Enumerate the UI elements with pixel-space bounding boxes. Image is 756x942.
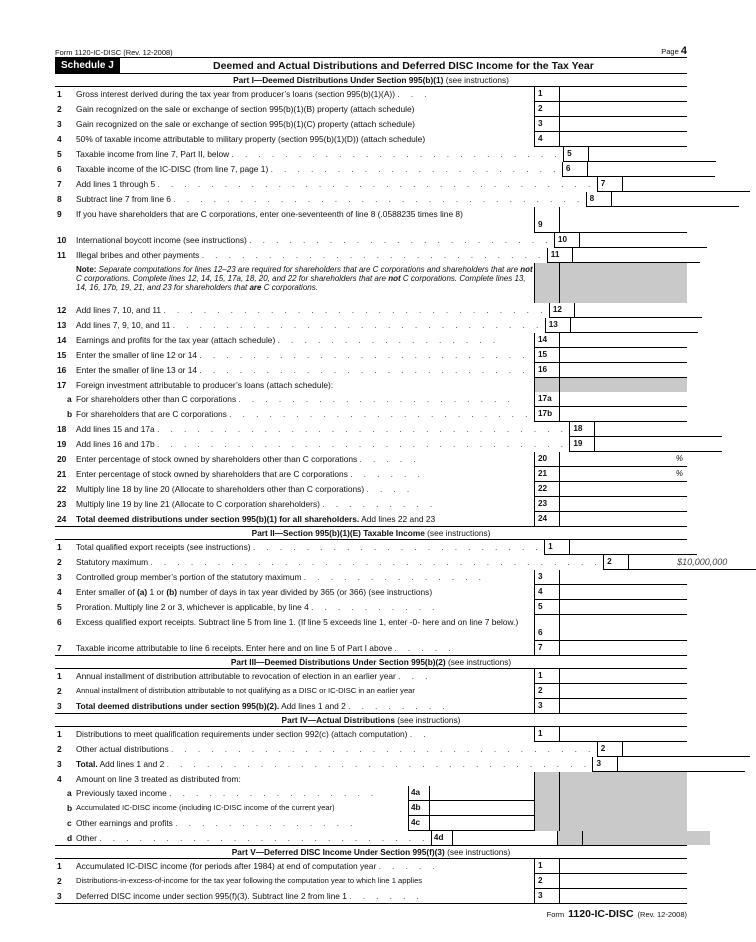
amount-field[interactable]: [572, 248, 700, 263]
amount-field[interactable]: [559, 859, 687, 874]
amount-field[interactable]: [570, 318, 698, 333]
subamount-field[interactable]: [430, 801, 534, 816]
line-row: 6 Excess qualified export receipts. Subtract line 5 from line 1. (If line 5 exceeds line 1, enter -0- here and on line 7 below.) 6: [55, 615, 687, 641]
amount-field[interactable]: [559, 87, 687, 102]
line-row: b For shareholders that are C corporations . . . . . . . . . . . . . . . . . . . . . . . 17b: [55, 407, 687, 422]
amount-field[interactable]: [559, 727, 687, 742]
schedule-label: Schedule J: [55, 58, 120, 73]
line-row: 3 Deferred DISC income under section 995(f)(3). Subtract line 2 from line 1 . . . . . . 3: [55, 889, 687, 903]
amount-field[interactable]: [559, 333, 687, 348]
line-row: 2 Annual installment of distribution attributable to not qualifying as a DISC or IC-DISC in an earlier year 2: [55, 684, 687, 699]
footer-form-name: 1120-IC-DISC: [568, 908, 634, 920]
line-row: 8 Subtract line 7 from line 6 . . . . . . . . . . . . . . . . . . . . . . . . . . . . . . . 8: [55, 192, 687, 207]
part1-title: Part I—Deemed Distributions Under Section 995(b)(1) (see instructions): [55, 74, 687, 87]
line-row: 5 Proration. Multiply line 2 or 3, whichever is applicable, by line 4 . . . . . . . . . . 5: [55, 600, 687, 615]
line-row: 4 50% of taxable income attributable to military property (section 995(b)(1)(D)) (attach schedule) 4: [55, 132, 687, 147]
line-row: 6 Taxable income of the IC-DISC (from line 7, page 1) . . . . . . . . . . . . . . . . . . . . . . 6: [55, 162, 687, 177]
line-row: 12 Add lines 7, 10, and 11 . . . . . . . . . . . . . . . . . . . . . . . . . . . . . 12: [55, 303, 687, 318]
subamount-field[interactable]: [430, 786, 534, 801]
line-row: 3 Total deemed distributions under section 995(b)(2). Add lines 1 and 2 . . . . . . . . 3: [55, 699, 687, 713]
line-row: 7 Taxable income attributable to line 6 receipts. Enter here and on line 5 of Part I above . . . . . 7: [55, 641, 687, 655]
line-row: 23 Multiply line 19 by line 21 (Allocate to C corporation shareholders) . . . . . . . . . 23: [55, 497, 687, 512]
line-row: 20 Enter percentage of stock owned by shareholders other than C corporations . . . . . 20 %: [55, 452, 687, 467]
amount-field[interactable]: [594, 422, 722, 437]
part3-title: Part III—Deemed Distributions Under Section 995(b)(2) (see instructions): [55, 656, 687, 669]
amount-field[interactable]: [588, 147, 716, 162]
amount-field[interactable]: [559, 512, 687, 526]
page-footer: Form 1120-IC-DISC (Rev. 12-2008): [546, 908, 687, 920]
part5-title: Part V—Deferred DISC Income Under Section 995(f)(3) (see instructions): [55, 846, 687, 859]
amount-field[interactable]: [611, 192, 739, 207]
form-page: [55, 44, 728, 920]
amount-field[interactable]: [587, 162, 715, 177]
part4-section: [55, 727, 687, 846]
amount-field[interactable]: [622, 742, 750, 757]
line-row: 1 Total qualified export receipts (see instructions) . . . . . . . . . . . . . . . . . . . . . . 1: [55, 540, 687, 555]
line-row: 1 Gross interest derived during the tax year from producer’s loans (section 995(b)(1)(A)) . . . 1: [55, 87, 687, 102]
part4-title: Part IV—Actual Distributions (see instructions): [55, 714, 687, 727]
amount-field[interactable]: [559, 392, 687, 407]
amount-field[interactable]: [617, 757, 745, 772]
line-row: 18 Add lines 15 and 17a . . . . . . . . . . . . . . . . . . . . . . . . . . . . . . . 18: [55, 422, 687, 437]
amount-field[interactable]: [559, 585, 687, 600]
line-row: 5 Taxable income from line 7, Part II, below . . . . . . . . . . . . . . . . . . . . . . . . . 5: [55, 147, 687, 162]
line-row: d Other . . . . . . . . . . . . . . . . . . . . . . . . . 4d: [55, 831, 687, 845]
amount-field[interactable]: [559, 641, 687, 655]
amount-field[interactable]: [559, 407, 687, 422]
part1-section: [55, 87, 687, 527]
schedule-title: Deemed and Actual Distributions and Deferred DISC Income for the Tax Year: [212, 59, 594, 72]
separate-computation-note: Note: Separate computations for lines 12–23 are required for shareholders that are C corporations and shareholders that are not C corporations. Complete lines 12, 14, 15, 17a, 18, 20, and 22 for shareholders that are not C corporations. Complete lines 13, 14, 16, 17b, 19, 21, and 23 for shareholders that are C corporations.: [55, 263, 687, 303]
part5-section: [55, 859, 687, 904]
line-row: 2 Gain recognized on the sale or exchange of section 995(b)(1)(B) property (attach schedule) 2: [55, 102, 687, 117]
subamount-field[interactable]: [453, 831, 557, 845]
form-id: Form 1120-IC-DISC (Rev. 12-2008): [55, 48, 173, 57]
line-row: 2 Distributions-in-excess-of-income for the tax year following the computation year to which line 1 applies 2: [55, 874, 687, 889]
amount-field[interactable]: [559, 684, 687, 699]
amount-field[interactable]: [559, 363, 687, 378]
amount-field[interactable]: [559, 102, 687, 117]
amount-field[interactable]: [559, 207, 687, 233]
subamount-field[interactable]: [430, 816, 534, 831]
line-row: 9 If you have shareholders that are C corporations, enter one-seventeenth of line 8 (.0588235 times line 8) 9: [55, 207, 687, 233]
line-row: 2 Other actual distributions . . . . . . . . . . . . . . . . . . . . . . . . . . . . . . . . 2: [55, 742, 687, 757]
part3-section: [55, 669, 687, 714]
amount-field[interactable]: [559, 699, 687, 713]
line-row: 2 Statutory maximum . . . . . . . . . . . . . . . . . . . . . . . . . . . . . . . . . . 2 $10,000,000: [55, 555, 687, 570]
amount-field[interactable]: [622, 177, 750, 192]
amount-field[interactable]: [559, 497, 687, 512]
amount-field[interactable]: [559, 132, 687, 147]
statutory-maximum-value: $10,000,000: [628, 555, 756, 570]
amount-field[interactable]: [579, 233, 707, 248]
page-header: [55, 44, 687, 58]
amount-field[interactable]: [559, 570, 687, 585]
amount-field[interactable]: [559, 482, 687, 497]
amount-field[interactable]: [559, 348, 687, 363]
line-row: b Accumulated IC-DISC income (including IC-DISC income of the current year) 4b: [55, 801, 687, 816]
line-row: 10 International boycott income (see instructions) . . . . . . . . . . . . . . . . . . . . . . . 10: [55, 233, 687, 248]
page-number: Page 4: [661, 45, 687, 57]
amount-field[interactable]: [574, 303, 702, 318]
amount-field[interactable]: [559, 117, 687, 132]
part2-section: [55, 540, 728, 656]
line-row: 3 Total. Add lines 1 and 2 . . . . . . . . . . . . . . . . . . . . . . . . . . . . . . . . 3: [55, 757, 687, 772]
amount-field[interactable]: [569, 540, 697, 555]
schedule-header: [55, 58, 687, 74]
line-row: 3 Gain recognized on the sale or exchange of section 995(b)(1)(C) property (attach schedule) 3: [55, 117, 687, 132]
part2-title: Part II—Section 995(b)(1)(E) Taxable Income (see instructions): [55, 527, 687, 540]
line-row: 13 Add lines 7, 9, 10, and 11 . . . . . . . . . . . . . . . . . . . . . . . . . . . . 13: [55, 318, 687, 333]
line-row: 16 Enter the smaller of line 13 or 14 . . . . . . . . . . . . . . . . . . . . . . . . . 16: [55, 363, 687, 378]
line-row: 4 Enter smaller of (a) 1 or (b) number of days in tax year divided by 365 (or 366) (see instructions) 4: [55, 585, 687, 600]
line-row: 3 Controlled group member’s portion of the statutory maximum . . . . . . . . . . . . . . 3: [55, 570, 687, 585]
percent-field[interactable]: %: [559, 467, 687, 482]
line-row: 19 Add lines 16 and 17b . . . . . . . . . . . . . . . . . . . . . . . . . . . . . . . 19: [55, 437, 687, 452]
line-row: 1 Distributions to meet qualification requirements under section 992(c) (attach computation) . . 1: [55, 727, 687, 742]
amount-field[interactable]: [559, 669, 687, 684]
amount-field[interactable]: [559, 874, 687, 889]
line-row: c Other earnings and profits . . . . . . . . . . . . . . 4c: [55, 816, 687, 831]
line-row: 1 Annual installment of distribution attributable to revocation of election in an earlier year . . . 1: [55, 669, 687, 684]
line-row: 17 Foreign investment attributable to producer’s loans (attach schedule):: [55, 378, 687, 392]
line-row: a For shareholders other than C corporations . . . . . . . . . . . . . . . . . . . . . 17a: [55, 392, 687, 407]
line-row: 14 Earnings and profits for the tax year (attach schedule) . . . . . . . . . . . . . . . . . 14: [55, 333, 687, 348]
line-row: 1 Accumulated IC-DISC income (for periods after 1984) at end of computation year . . . . . 1: [55, 859, 687, 874]
line-row: 21 Enter percentage of stock owned by shareholders that are C corporations . . . . . . 21 %: [55, 467, 687, 482]
line-row: 7 Add lines 1 through 5 . . . . . . . . . . . . . . . . . . . . . . . . . . . . . . . . . 7: [55, 177, 687, 192]
percent-field[interactable]: %: [559, 452, 687, 467]
line-row: 4 Amount on line 3 treated as distributed from:: [55, 772, 687, 786]
amount-field[interactable]: [559, 600, 687, 615]
amount-field[interactable]: [559, 615, 687, 641]
line-row: 24 Total deemed distributions under section 995(b)(1) for all shareholders. Add lines 22 and 23 24: [55, 512, 687, 526]
line-row: 11 Illegal bribes and other payments . . . . . . . . . . . . . . . . . . . . . . . . . . 11: [55, 248, 687, 263]
line-row: 15 Enter the smaller of line 12 or 14 . . . . . . . . . . . . . . . . . . . . . . . . . 15: [55, 348, 687, 363]
amount-field[interactable]: [594, 437, 722, 452]
amount-field[interactable]: [559, 889, 687, 903]
line-row: a Previously taxed income . . . . . . . . . . . . . . . . 4a: [55, 786, 687, 801]
line-row: 22 Multiply line 18 by line 20 (Allocate to shareholders other than C corporations) . . . . 22: [55, 482, 687, 497]
